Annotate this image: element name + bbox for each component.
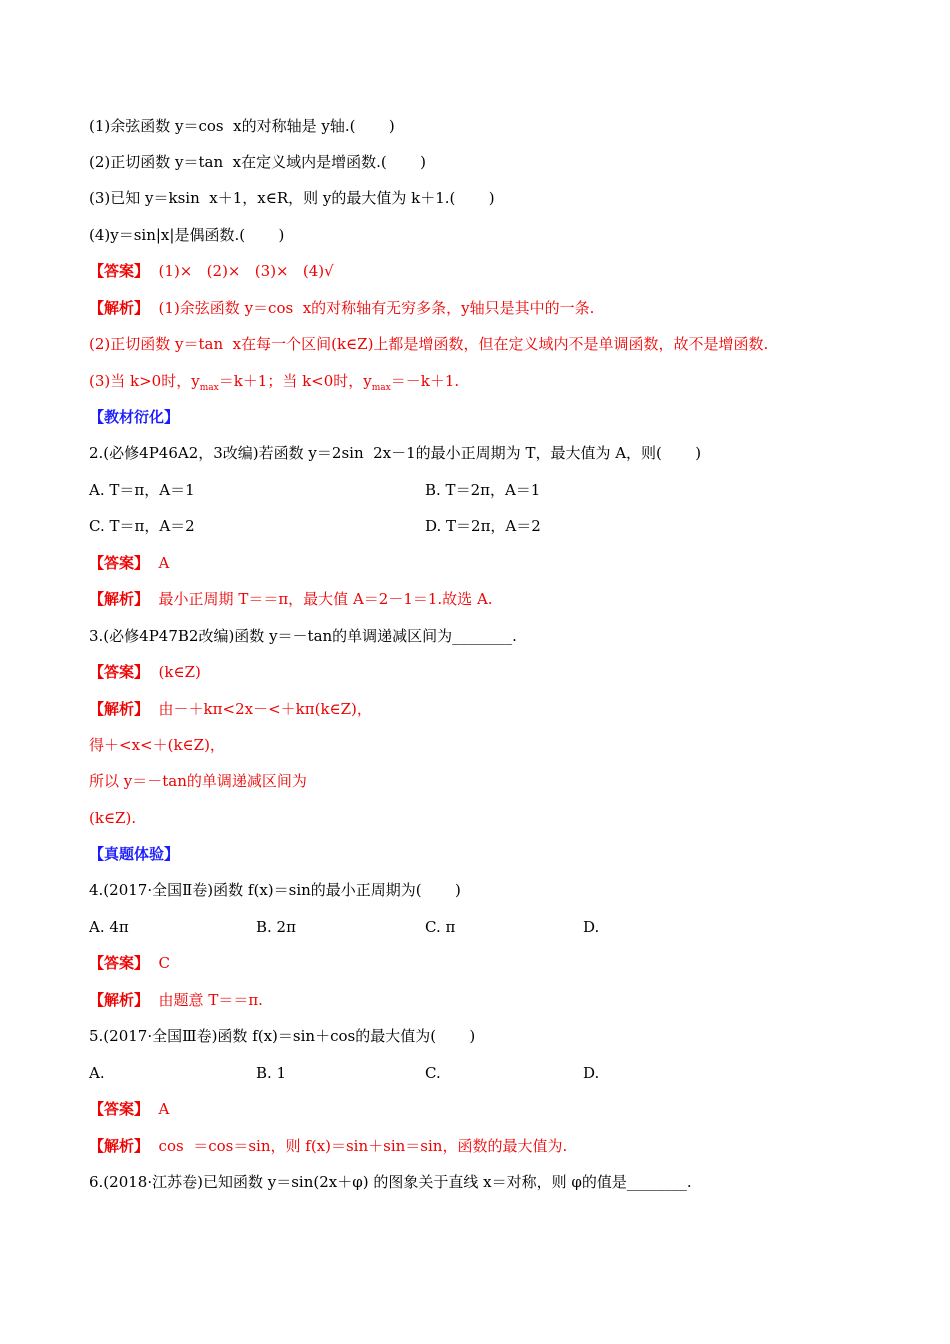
q5-option-a: A. xyxy=(89,1064,105,1082)
q4-option-a: A. 4π xyxy=(89,918,129,936)
q2-option-a: A. T＝π，A＝1 xyxy=(89,481,195,499)
q4-answer xyxy=(89,953,170,973)
q3-analysis-3: 所以 y＝－tan的单调递减区间为 xyxy=(89,772,307,790)
q1-answer xyxy=(89,261,334,281)
q2-answer xyxy=(89,553,169,573)
q5-stem: 5.(2017·全国Ⅲ卷)函数 f(x)＝sin＋cos的最大值为( ) xyxy=(89,1027,476,1045)
q3-stem: 3.(必修4P47B2改编)函数 y＝－tan的单调递减区间为________. xyxy=(89,627,517,645)
analysis-3-post: ＝－k＋1. xyxy=(390,372,460,390)
analysis-tag: 【解析】 xyxy=(89,1137,150,1155)
q3-analysis-2: 得＋<x<＋(k∈Z)， xyxy=(89,736,225,754)
q1-analysis-1 xyxy=(89,298,594,318)
statement-3: (3)已知 y＝ksin x＋1，x∈R，则 y的最大值为 k＋1.( ) xyxy=(89,189,495,207)
answer-text: (k∈Z) xyxy=(149,663,201,681)
q5-option-b: B. 1 xyxy=(256,1064,287,1082)
q3-analysis-4: (k∈Z). xyxy=(89,809,137,827)
analysis-text: 由题意 T＝＝π. xyxy=(149,991,263,1009)
section-heading-textbook: 【教材衍化】 xyxy=(89,408,180,426)
analysis-text: 由－＋kπ<2x－<＋kπ(k∈Z)， xyxy=(149,700,372,718)
q6-stem: 6.(2018·江苏卷)已知函数 y＝sin(2x＋φ) 的图象关于直线 x＝对称，则 φ的值是________. xyxy=(89,1173,692,1191)
q4-option-b: B. 2π xyxy=(256,918,296,936)
analysis-text: 最小正周期 T＝＝π，最大值 A＝2－1＝1.故选 A. xyxy=(149,590,493,608)
q1-analysis-3 xyxy=(89,371,459,398)
answer-text: (1)× (2)× (3)× (4)√ xyxy=(149,262,334,280)
section-heading-real-exam: 【真题体验】 xyxy=(89,845,180,863)
answer-text: A xyxy=(149,1100,170,1118)
q3-analysis-1 xyxy=(89,699,372,719)
subscript-max-1: max xyxy=(199,383,219,393)
analysis-3-pre: (3)当 k>0时，y xyxy=(89,372,200,390)
analysis-text: cos ＝cos＝sin，则 f(x)＝sin＋sin＝sin，函数的最大值为. xyxy=(149,1137,568,1155)
analysis-tag: 【解析】 xyxy=(89,590,150,608)
analysis-tag: 【解析】 xyxy=(89,991,150,1009)
q2-option-b: B. T＝2π，A＝1 xyxy=(425,481,541,499)
q5-option-d: D. xyxy=(583,1064,600,1082)
subscript-max-2: max xyxy=(371,383,391,393)
q2-analysis xyxy=(89,589,493,609)
q5-option-c: C. xyxy=(425,1064,441,1082)
analysis-text: (1)余弦函数 y＝cos x的对称轴有无穷多条，y轴只是其中的一条. xyxy=(149,299,595,317)
answer-text: A xyxy=(149,554,170,572)
q2-stem: 2.(必修4P46A2，3改编)若函数 y＝2sin 2x－1的最小正周期为 T，最大值为 A，则( ) xyxy=(89,444,702,462)
answer-text: C xyxy=(149,954,171,972)
analysis-tag: 【解析】 xyxy=(89,299,150,317)
q2-option-c: C. T＝π，A＝2 xyxy=(89,517,195,535)
analysis-3-mid: ＝k＋1；当 k<0时，y xyxy=(218,372,372,390)
q4-option-c: C. π xyxy=(425,918,456,936)
q1-analysis-2: (2)正切函数 y＝tan x在每一个区间(k∈Z)上都是增函数，但在定义域内不是单调函数，故不是增函数. xyxy=(89,335,769,353)
q5-analysis xyxy=(89,1136,567,1156)
answer-tag: 【答案】 xyxy=(89,554,150,572)
statement-2: (2)正切函数 y＝tan x在定义域内是增函数.( ) xyxy=(89,153,426,171)
analysis-tag: 【解析】 xyxy=(89,700,150,718)
statement-4: (4)y＝sin|x|是偶函数.( ) xyxy=(89,226,285,244)
q5-answer xyxy=(89,1099,169,1119)
q3-answer xyxy=(89,662,201,682)
q2-option-d: D. T＝2π，A＝2 xyxy=(425,517,541,535)
statement-1: (1)余弦函数 y＝cos x的对称轴是 y轴.( ) xyxy=(89,117,395,135)
q4-option-d: D. xyxy=(583,918,600,936)
answer-tag: 【答案】 xyxy=(89,1100,150,1118)
answer-tag: 【答案】 xyxy=(89,954,150,972)
q4-analysis xyxy=(89,990,263,1010)
answer-tag: 【答案】 xyxy=(89,262,150,280)
q4-stem: 4.(2017·全国Ⅱ卷)函数 f(x)＝sin的最小正周期为( ) xyxy=(89,881,461,899)
answer-tag: 【答案】 xyxy=(89,663,150,681)
